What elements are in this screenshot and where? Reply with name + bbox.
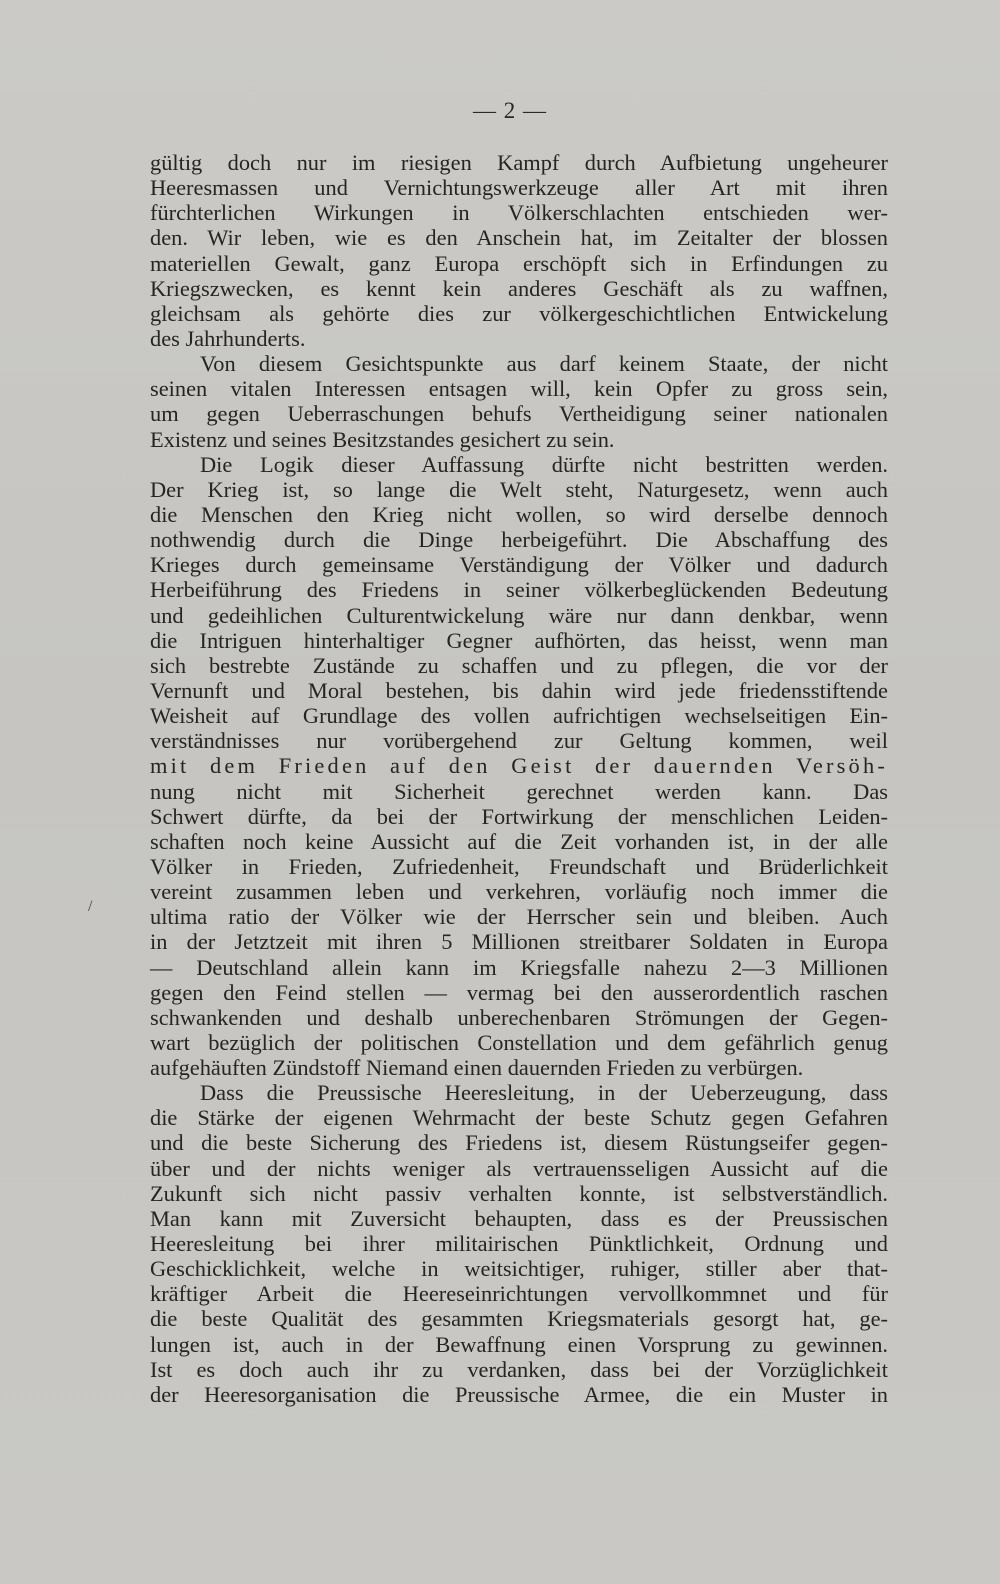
text-line: Ist es doch auch ihr zu verdanken, dass bei der Vorzüglichkeit [150,1356,888,1382]
text-line: die beste Qualität des gesammten Kriegsmaterials gesorgt hat, ge- [150,1306,888,1332]
text-line: schaften noch keine Aussicht auf die Zeit vorhanden ist, in der alle [150,828,888,854]
text-line: Herbeiführung des Friedens in seiner völkerbeglückenden Bedeutung [150,577,888,603]
body-text [150,150,888,1407]
text-line: Weisheit auf Grundlage des vollen aufrichtigen wechselseitigen Ein- [150,703,888,729]
text-line: Von diesem Gesichtspunkte aus darf keinem Staate, der nicht [200,351,888,377]
text-line: wart bezüglich der politischen Constellation und dem gefährlich genug [150,1029,888,1055]
text-line: und die beste Sicherung des Friedens ist, diesem Rüstungseifer gegen- [150,1130,888,1156]
text-line: Vernunft und Moral bestehen, bis dahin wird jede friedensstiftende [150,677,888,703]
text-line: — Deutschland allein kann im Kriegsfalle nahezu 2—3 Millionen [150,954,888,980]
text-line: aufgehäuften Zündstoff Niemand einen dauernden Frieden zu verbürgen. [150,1055,804,1081]
text-line: sich bestrebte Zustände zu schaffen und zu pflegen, die vor der [150,652,888,678]
text-line: Die Logik dieser Auffassung dürfte nicht bestritten werden. [200,451,888,477]
text-line: Geschicklichkeit, welche in weitsichtiger, ruhiger, stiller aber that- [150,1256,888,1282]
text-line: nothwendig durch die Dinge herbeigeführt. Die Abschaffung des [150,527,888,553]
text-line: Heeresmassen und Vernichtungswerkzeuge aller Art mit ihren [150,175,888,201]
text-line: Dass die Preussische Heeresleitung, in der Ueberzeugung, dass [200,1080,888,1106]
paper-mark: / [88,898,93,915]
text-line: und gedeihlichen Culturentwickelung wäre nur dann denkbar, wenn [150,602,888,628]
text-line: materiellen Gewalt, ganz Europa erschöpft sich in Erfindungen zu [150,250,888,276]
text-line: mit dem Frieden auf den Geist der dauernden Versöh- [150,753,888,779]
text-line: fürchterlichen Wirkungen in Völkerschlachten entschieden wer- [150,200,888,226]
text-line: nung nicht mit Sicherheit gerechnet werden kann. Das [150,778,888,804]
text-line: schwankenden und deshalb unberechenbaren Strömungen der Gegen- [150,1004,888,1030]
text-line: Schwert dürfte, da bei der Fortwirkung der menschlichen Leiden- [150,803,888,829]
text-line: um gegen Ueberraschungen behufs Vertheidigung seiner nationalen [150,401,888,427]
text-line: Kriegszwecken, es kennt kein anderes Geschäft als zu waffnen, [150,275,888,301]
text-line: vereint zusammen leben und verkehren, vorläufig noch immer die [150,879,888,905]
text-line: seinen vitalen Interessen entsagen will, kein Opfer zu gross sein, [150,376,888,402]
text-line: die Intriguen hinterhaltiger Gegner aufhörten, das heisst, wenn man [150,627,888,653]
text-line: ultima ratio der Völker wie der Herrscher sein und bleiben. Auch [150,904,888,930]
text-line: Man kann mit Zuversicht behaupten, dass es der Preussischen [150,1205,888,1231]
text-line: Heeresleitung bei ihrer militairischen Pünktlichkeit, Ordnung und [150,1231,888,1257]
page-number: — 2 — [473,98,547,123]
text-line: Der Krieg ist, so lange die Welt steht, Naturgesetz, wenn auch [150,476,888,502]
text-line: gültig doch nur im riesigen Kampf durch Aufbietung ungeheurer [150,150,888,175]
text-line: Existenz und seines Besitzstandes gesichert zu sein. [150,426,615,452]
text-line: in der Jetztzeit mit ihren 5 Millionen streitbarer Soldaten in Europa [150,929,888,955]
text-line: den. Wir leben, wie es den Anschein hat, im Zeitalter der blossen [150,225,888,251]
text-line: die Menschen den Krieg nicht wollen, so wird derselbe dennoch [150,501,888,527]
text-line: gegen den Feind stellen — vermag bei den ausserordentlich raschen [150,979,888,1005]
text-line: lungen ist, auch in der Bewaffnung einen Vorsprung zu gewinnen. [150,1331,888,1357]
text-line: gleichsam als gehörte dies zur völkergeschichtlichen Entwickelung [150,300,888,326]
text-line: über und der nichts weniger als vertrauensseligen Aussicht auf die [150,1155,888,1181]
text-line: des Jahrhunderts. [150,325,306,351]
text-line: Völker in Frieden, Zufriedenheit, Freundschaft und Brüderlichkeit [150,853,888,879]
text-line: verständnisses nur vorübergehend zur Geltung kommen, weil [150,728,888,754]
text-line: kräftiger Arbeit die Heereseinrichtungen vervollkommnet und für [150,1281,888,1307]
text-line: Zukunft sich nicht passiv verhalten konnte, ist selbstverständlich. [150,1180,888,1206]
text-line: die Stärke der eigenen Wehrmacht der beste Schutz gegen Gefahren [150,1105,888,1131]
text-line: Krieges durch gemeinsame Verständigung der Völker und dadurch [150,552,888,578]
text-line: der Heeresorganisation die Preussische Armee, die ein Muster in [150,1381,888,1407]
